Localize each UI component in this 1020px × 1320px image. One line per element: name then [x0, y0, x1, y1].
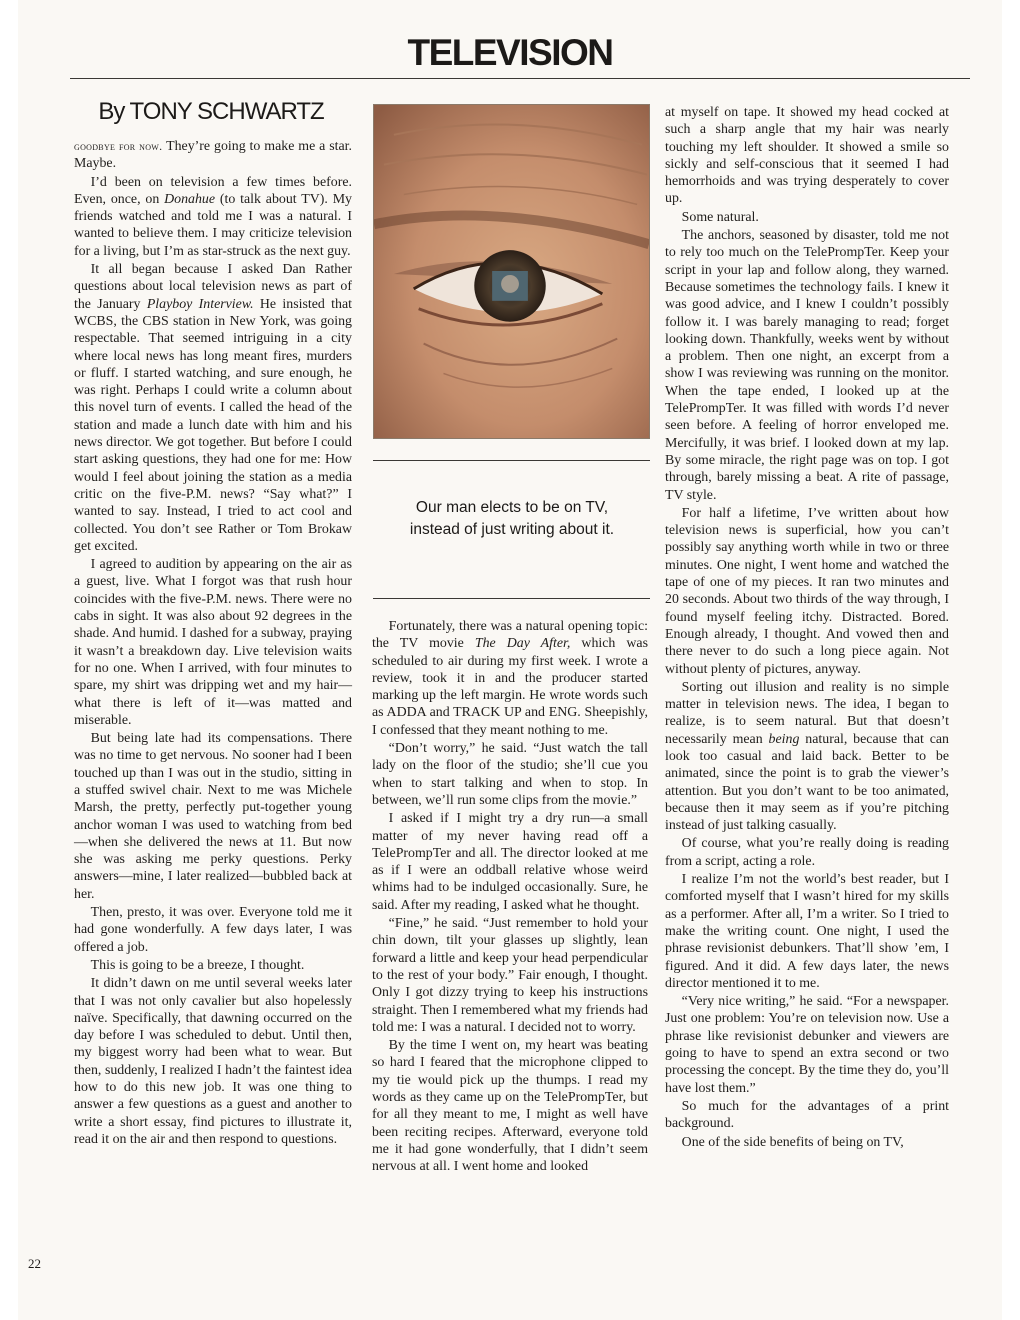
- paragraph-text: It didn’t dawn on me until several weeks later that I was not only cavalier but also hopelessly naïve. Specifically, that dawning occurred on the day before I was scheduled to debut. Until then, my biggest worry had been what to wear. But then, suddenly, I realized I hadn’t the faintest idea how to do this new job. It was one thing to answer a few questions as a guest and another to write a short essay, find pictures to illustrate it, read it on the air and then respond to questions.: [74, 976, 352, 1147]
- paragraph-text: By the time I went on, my heart was beating so hard I feared that the microphone clipped to my tie would pick up the thumps. I read my words as they came up on the TelePrompTer, but for all they meant to me, I might as well have been reciting recipes. Afterward, everyone told me it had gone wonderfully, that I didn’t seem nervous at all. I went home and looked: [372, 1038, 648, 1175]
- paragraph-text: It all began because I asked Dan Rather questions about local television news as part of the January: [74, 262, 352, 312]
- article-column-2: [372, 618, 648, 1278]
- article-paragraph: [665, 1134, 949, 1151]
- article-paragraph: [74, 556, 352, 729]
- article-paragraph: [74, 904, 352, 956]
- article-paragraph: [665, 993, 949, 1097]
- article-column-1: [74, 138, 352, 1278]
- section-title: TELEVISION: [407, 32, 613, 73]
- italic-title: being: [768, 731, 800, 747]
- paragraph-text: “Fine,” he said. “Just remember to hold your chin down, tilt your glasses up slightly, lean forward a little and keep your head perpendicular to the rest of your body.” Fair enough, I thought. Only I got dizzy trying to keep his instructions straight. Then I remembered what my friends had told me: I was a natural. I decided not to worry.: [372, 916, 648, 1035]
- paragraph-text: (to talk about TV). My friends watched and told me I was a natural. I wanted to believe them. I may criticize television for a living, but I’m as star-struck as the next guy.: [74, 191, 352, 259]
- article-column-3: [665, 104, 949, 1282]
- article-paragraph: [665, 505, 949, 678]
- article-paragraph: [665, 1098, 949, 1133]
- paragraph-text: But being late had its compensations. There was no time to get nervous. No sooner had I been touched up than I was out in the studio, sitting in a stuffed swivel chair. Next to me was Michele Marsh, the pretty, perfectly put-together young anchor woman I was used to watching from bed—when she delivered the news at 11. But now she was asking me perky questions. Perky answers—mine, I later realized—bubbled back at her.: [74, 731, 352, 902]
- photo-caption: Our man elects to be on TV, instead of just writing about it.: [409, 499, 615, 538]
- article-paragraph: [665, 227, 949, 504]
- article-paragraph: [74, 730, 352, 903]
- article-paragraph: [74, 957, 352, 974]
- article-paragraph: [372, 915, 648, 1036]
- paragraph-text: So much for the advantages of a print background.: [665, 1098, 949, 1132]
- article-paragraph: [372, 1037, 648, 1175]
- paragraph-text: Fortunately, there was a natural opening topic: the TV movie: [372, 619, 648, 652]
- article-paragraph: [74, 174, 352, 260]
- article-paragraph: [665, 871, 949, 992]
- italic-title: The Day After,: [474, 636, 571, 652]
- paragraph-text: One of the side benefits of being on TV,: [681, 1134, 904, 1150]
- paragraph-text: at myself on tape. It showed my head cocked at such a sharp angle that my hair was nearly touching my left shoulder. It showed a smile so sickly and self-conscious that it seemed I had hemorrhoids and was trying desperately to cover up.: [665, 105, 949, 207]
- article-paragraph: [372, 618, 648, 739]
- article-paragraph: [665, 679, 949, 835]
- paragraph-text: Sorting out illusion and reality is no simple matter in television news. The idea, I began to realize, is to seem natural. But that doesn’t necessarily mean: [665, 679, 949, 747]
- eye-illustration: [374, 105, 649, 438]
- article-paragraph: [74, 138, 352, 173]
- italic-title: Playboy Interview.: [146, 296, 254, 312]
- page-number: 22: [28, 1256, 41, 1271]
- paragraph-text: I agreed to audition by appearing on the air as a guest, live. What I forgot was that rush hour coincides with the five-P.M. news. There were no cabs in sight. It was also about 92 degrees in the shade. And humid. I dashed for a subway, praying it wasn’t a breakdown day. Live television waits for no one. When I arrived, with four minutes to spare, my shirt was dripping wet and my hair—what there is left of it—was matted and miserable.: [74, 557, 353, 728]
- article-paragraph: [74, 975, 352, 1148]
- paragraph-text: They’re going to make me a star. Maybe.: [74, 139, 352, 172]
- paragraph-text: “Don’t worry,” he said. “Just watch the tall lady on the floor of the studio; she’ll cue you when to start talking and when to stop. In between, we’ll run some clips from the movie.”: [372, 741, 648, 808]
- title-rule: [70, 78, 970, 79]
- magazine-page: [18, 0, 1002, 1320]
- paragraph-text: Then, presto, it was over. Everyone told me it had gone wonderfully. A few days later, I was offered a job.: [74, 905, 352, 955]
- paragraph-text: He insisted that WCBS, the CBS station in New York, was going respectable. That seemed intriguing in a city where local news has long meant fires, murders or fluff. I started watching, and sure enough, he was right. Perhaps I could write a column about this novel turn of events. I called the head of the station and made a lunch date with him and his news director. We got together. But before I could start asking questions, they had one for me: How would I feel about joining the station as a media critic on the five-P.M. news? “Say what?” I wanted to say. Instead, I tried to act cool and collected. You don’t see Rather or Tom Brokaw get excited.: [74, 296, 352, 554]
- article-paragraph: [372, 810, 648, 914]
- article-paragraph: [74, 261, 352, 555]
- paragraph-text: This is going to be a breeze, I thought.: [90, 957, 305, 973]
- caption-rule-bottom: [373, 598, 650, 599]
- paragraph-text: The anchors, seasoned by disaster, told me not to rely too much on the TelePrompTer. Keep your script in your lap and follow along, they warned. Because sometimes the technology fails. I knew it was good advice, and I knew I couldn’t possibly follow it. I was barely managing to read; forget looking down. Thankfully, weeks went by without a problem. Then one night, an excerpt from a show I was reviewing was running on the monitor. When the tape ended, I looked up at the TelePrompTer. It was filled with words I’d never seen before. A feeling of horror enveloped me. Mercifully, it was brief. I looked down at my lap. By some miracle, the right page was on top. I got through, barely missing a beat. A rite of passage, TV style.: [665, 228, 949, 503]
- article-paragraph: [372, 740, 648, 809]
- paragraph-text: Some natural.: [681, 209, 759, 225]
- paragraph-text: Of course, what you’re really doing is reading from a script, acting a role.: [665, 836, 949, 869]
- paragraph-text: I realize I’m not the world’s best reader, but I comforted myself that I wasn’t hired for my skills as a performer. After all, I’m a writer. So I tried to make the writing count. One night, I used the phrase revisionist debunkers. That’ll show ’em, I figured. And it did. A few days later, the news director mentioned it to me.: [665, 872, 949, 991]
- article-paragraph: [665, 835, 949, 870]
- caption-rule-top: [373, 460, 650, 461]
- paragraph-text: which was scheduled to air during my first week. I wrote a review, took it in and the producer started marking up the left margin. He wrote words such as ADDA and TRACK UP and ENG. Sheepishly, I confessed that they meant nothing to me.: [372, 636, 649, 738]
- opening-words: goodbye for now.: [74, 139, 163, 153]
- paragraph-text: “Very nice writing,” he said. “For a newspaper. Just one problem: You’re on television now. Use a phrase like revisionist debunker and viewers are going to have to spend an extra second or two processing the concept. By the time they do, you’ll have lost them.”: [665, 994, 949, 1096]
- italic-title: Donahue: [164, 191, 216, 207]
- paragraph-text: I’d been on television a few times before. Even, once, on: [74, 174, 352, 207]
- paragraph-text: natural, because that can look too casual and laid back. Better to be animated, since the point is to grab the viewer’s attention. But you don’t want to be too animated, because then it may seem as if you’re pitching instead of just talking casually.: [665, 731, 949, 834]
- article-paragraph: [665, 209, 949, 226]
- byline: By TONY SCHWARTZ: [98, 98, 324, 125]
- article-paragraph: [665, 104, 949, 208]
- paragraph-text: For half a lifetime, I’ve written about how television news is superficial, how you can’t possibly say anything worth while in two or three minutes. One night, I went home and watched the tape of one of my pieces. It ran two minutes and 20 seconds. About two thirds of the way through, I found myself feeling itchy. Distracted. Bored. Enough already, I thought. And vowed then and there never to do such a long piece again. Not without plenty of pictures, anyway.: [665, 505, 949, 677]
- paragraph-text: I asked if I might try a dry run—a small matter of my never having read off a TelePrompTer and all. The director looked at me as if I were an oddball relative whose weird whims had to be indulged occasionally. Sure, he said. After my reading, I asked what he thought.: [372, 811, 648, 913]
- eye-photo: [373, 104, 650, 439]
